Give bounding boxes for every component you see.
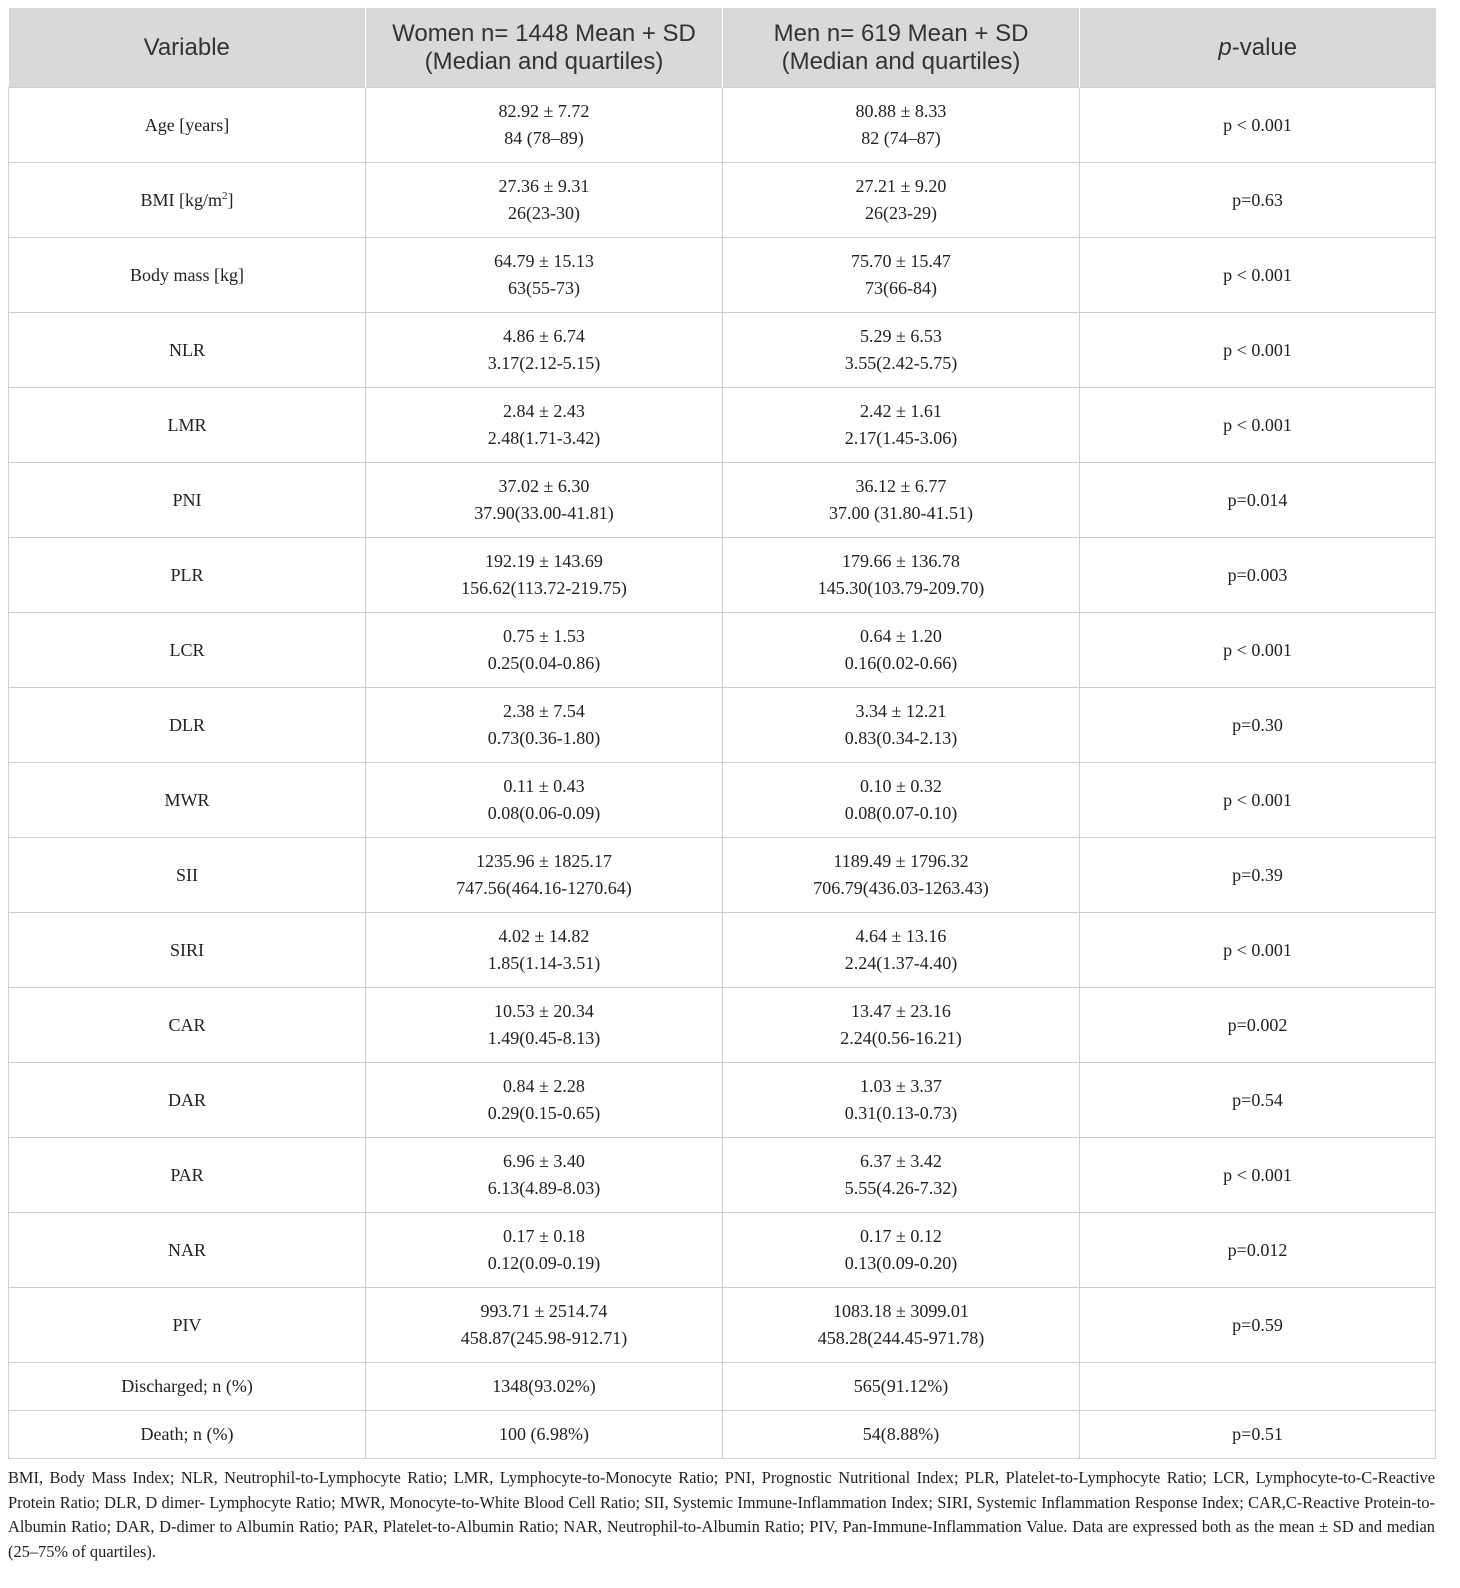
men-mean-sd: 1083.18 ± 3099.01 xyxy=(833,1301,969,1321)
men-median-quartiles: 3.55(2.42-5.75) xyxy=(844,353,958,373)
header-men-line2: (Median and quartiles) xyxy=(781,47,1021,75)
table-header xyxy=(9,8,1436,88)
cell-variable xyxy=(9,1213,366,1288)
header-p-label: -value xyxy=(1231,33,1298,61)
variable-label: PNI xyxy=(172,489,202,510)
cell-variable xyxy=(9,1288,366,1363)
women-median-quartiles: 458.87(245.98-912.71) xyxy=(460,1328,628,1348)
variable-label: MWR xyxy=(164,789,210,810)
cell-p-value xyxy=(1080,1138,1436,1213)
cell-women xyxy=(366,1411,723,1459)
cell-women-text: 1348(93.02%) xyxy=(492,1376,596,1396)
cell-p-value xyxy=(1080,688,1436,763)
p-value: p=0.39 xyxy=(1232,864,1283,885)
cell-men xyxy=(723,1411,1080,1459)
header-women-line2: (Median and quartiles) xyxy=(424,47,664,75)
cell-women xyxy=(366,988,723,1063)
table-row xyxy=(9,988,1436,1063)
women-mean-sd: 192.19 ± 143.69 xyxy=(485,551,603,571)
p-value: p=0.63 xyxy=(1232,189,1283,210)
women-mean-sd: 6.96 ± 3.40 xyxy=(503,1151,585,1171)
cell-variable xyxy=(9,913,366,988)
cell-men xyxy=(723,838,1080,913)
men-median-quartiles: 0.13(0.09-0.20) xyxy=(844,1253,958,1273)
women-mean-sd: 37.02 ± 6.30 xyxy=(498,476,590,496)
cell-women xyxy=(366,688,723,763)
men-mean-sd: 5.29 ± 6.53 xyxy=(860,326,942,346)
men-mean-sd: 0.10 ± 0.32 xyxy=(860,776,942,796)
cell-variable xyxy=(9,538,366,613)
women-median-quartiles: 63(55-73) xyxy=(508,278,580,298)
cell-women xyxy=(366,313,723,388)
cell-variable xyxy=(9,313,366,388)
men-mean-sd: 13.47 ± 23.16 xyxy=(851,1001,951,1021)
women-mean-sd: 64.79 ± 15.13 xyxy=(494,251,594,271)
header-women xyxy=(366,8,723,88)
table-row xyxy=(9,388,1436,463)
cell-p-value xyxy=(1080,1063,1436,1138)
table-container xyxy=(8,8,1435,1564)
men-median-quartiles: 82 (74–87) xyxy=(861,128,941,148)
variable-label: NAR xyxy=(167,1239,206,1260)
table-footnote: BMI, Body Mass Index; NLR, Neutrophil-to-Lymphocyte Ratio; LMR, Lymphocyte-to-Monocyte Ratio; PNI, Prognostic Nutritional Index; PLR, Platelet-to-Lymphocyte Ratio; LCR, Lymphocyte-to-C-Reactive Protein Ratio; DLR, D dimer- Lymphocyte Ratio; MWR, Monocyte-to-White Blood Cell Ratio; SII, Systemic Immune-Inflammation Index; SIRI, Systemic Inflammation Response Index; CAR,C-Reactive Protein-to-Albumin Ratio; DAR, D-dimer to Albumin Ratio; PAR, Platelet-to-Albumin Ratio; NAR, Neutrophil-to-Albumin Ratio; PIV, Pan-Immune-Inflammation Value. Data are expressed both as the mean ± SD and median (25–75% of quartiles). xyxy=(8,1468,1435,1561)
table-row xyxy=(9,763,1436,838)
cell-women xyxy=(366,1063,723,1138)
cell-women xyxy=(366,238,723,313)
cell-p-value xyxy=(1080,313,1436,388)
cell-men xyxy=(723,988,1080,1063)
table-row xyxy=(9,613,1436,688)
women-mean-sd: 4.86 ± 6.74 xyxy=(503,326,585,346)
table-row xyxy=(9,688,1436,763)
cell-men xyxy=(723,1363,1080,1411)
cell-women xyxy=(366,388,723,463)
cell-women xyxy=(366,1138,723,1213)
cell-variable xyxy=(9,1363,366,1411)
cell-women-text: 100 (6.98%) xyxy=(499,1424,589,1444)
cell-p-value-text: p=0.51 xyxy=(1232,1424,1283,1444)
p-value: p < 0.001 xyxy=(1223,264,1292,285)
cell-men xyxy=(723,463,1080,538)
table-row xyxy=(9,238,1436,313)
cell-men xyxy=(723,613,1080,688)
variable-label: PIV xyxy=(172,1314,202,1335)
women-median-quartiles: 3.17(2.12-5.15) xyxy=(487,353,601,373)
header-men xyxy=(723,8,1080,88)
men-mean-sd: 179.66 ± 136.78 xyxy=(842,551,960,571)
women-median-quartiles: 84 (78–89) xyxy=(504,128,584,148)
women-median-quartiles: 2.48(1.71-3.42) xyxy=(487,428,601,448)
men-median-quartiles: 5.55(4.26-7.32) xyxy=(844,1178,958,1198)
table-row xyxy=(9,1063,1436,1138)
p-value: p < 0.001 xyxy=(1223,939,1292,960)
variable-label: SII xyxy=(176,864,198,885)
cell-variable xyxy=(9,1411,366,1459)
cell-variable xyxy=(9,163,366,238)
men-mean-sd: 6.37 ± 3.42 xyxy=(860,1151,942,1171)
men-median-quartiles: 2.17(1.45-3.06) xyxy=(844,428,958,448)
men-median-quartiles: 0.31(0.13-0.73) xyxy=(844,1103,958,1123)
women-mean-sd: 0.75 ± 1.53 xyxy=(503,626,585,646)
cell-men xyxy=(723,763,1080,838)
cell-men xyxy=(723,1138,1080,1213)
cell-variable xyxy=(9,838,366,913)
cell-p-value xyxy=(1080,1213,1436,1288)
cell-variable xyxy=(9,613,366,688)
p-value: p=0.30 xyxy=(1232,714,1283,735)
variable-label: NLR xyxy=(169,339,205,360)
header-p-italic: p xyxy=(1218,33,1232,61)
men-median-quartiles: 2.24(0.56-16.21) xyxy=(840,1028,962,1048)
table-row xyxy=(9,1213,1436,1288)
p-value: p < 0.001 xyxy=(1223,1164,1292,1185)
variable-label-end: ] xyxy=(227,189,234,210)
table-row xyxy=(9,538,1436,613)
summary-row xyxy=(9,1363,1436,1411)
header-variable xyxy=(9,8,366,88)
cell-women xyxy=(366,1288,723,1363)
data-table xyxy=(8,8,1436,1459)
cell-variable xyxy=(9,988,366,1063)
cell-women xyxy=(366,613,723,688)
men-mean-sd: 3.34 ± 12.21 xyxy=(855,701,947,721)
cell-men xyxy=(723,688,1080,763)
table-row xyxy=(9,838,1436,913)
men-mean-sd: 75.70 ± 15.47 xyxy=(851,251,951,271)
cell-women xyxy=(366,463,723,538)
cell-p-value xyxy=(1080,1288,1436,1363)
table-body xyxy=(9,88,1436,1459)
men-median-quartiles: 458.28(244.45-971.78) xyxy=(817,1328,985,1348)
cell-variable xyxy=(9,88,366,163)
table-row xyxy=(9,313,1436,388)
women-mean-sd: 2.84 ± 2.43 xyxy=(503,401,585,421)
cell-variable-text: Discharged; n (%) xyxy=(121,1376,253,1396)
men-mean-sd: 0.17 ± 0.12 xyxy=(860,1226,942,1246)
cell-p-value xyxy=(1080,538,1436,613)
men-mean-sd: 0.64 ± 1.20 xyxy=(860,626,942,646)
women-median-quartiles: 0.08(0.06-0.09) xyxy=(487,803,601,823)
cell-p-value xyxy=(1080,238,1436,313)
p-value: p=0.012 xyxy=(1227,1239,1288,1260)
women-median-quartiles: 0.12(0.09-0.19) xyxy=(487,1253,601,1273)
variable-label: Age [years] xyxy=(144,114,230,135)
cell-men xyxy=(723,163,1080,238)
p-value: p=0.014 xyxy=(1227,489,1288,510)
women-median-quartiles: 747.56(464.16-1270.64) xyxy=(456,878,632,898)
cell-men xyxy=(723,1288,1080,1363)
women-mean-sd: 4.02 ± 14.82 xyxy=(498,926,590,946)
cell-variable-text: Death; n (%) xyxy=(140,1424,234,1444)
men-mean-sd: 80.88 ± 8.33 xyxy=(855,101,947,121)
cell-p-value xyxy=(1080,1411,1436,1459)
women-mean-sd: 27.36 ± 9.31 xyxy=(498,176,590,196)
cell-p-value xyxy=(1080,838,1436,913)
women-median-quartiles: 37.90(33.00-41.81) xyxy=(474,503,614,523)
women-median-quartiles: 26(23-30) xyxy=(508,203,580,223)
women-median-quartiles: 0.29(0.15-0.65) xyxy=(487,1103,601,1123)
cell-women xyxy=(366,1363,723,1411)
men-median-quartiles: 37.00 (31.80-41.51) xyxy=(829,503,973,523)
variable-label: PAR xyxy=(170,1164,204,1185)
men-median-quartiles: 73(66-84) xyxy=(865,278,937,298)
cell-women xyxy=(366,88,723,163)
men-mean-sd: 4.64 ± 13.16 xyxy=(855,926,947,946)
variable-superscript: 2 xyxy=(222,189,228,202)
cell-p-value xyxy=(1080,988,1436,1063)
cell-men xyxy=(723,538,1080,613)
men-mean-sd: 2.42 ± 1.61 xyxy=(860,401,942,421)
header-men-line1: Men n= 619 Mean + SD xyxy=(773,19,1029,47)
table-row xyxy=(9,1288,1436,1363)
women-mean-sd: 82.92 ± 7.72 xyxy=(498,101,590,121)
men-median-quartiles: 145.30(103.79-209.70) xyxy=(817,578,985,598)
variable-label: BMI [kg/m xyxy=(140,189,222,210)
cell-men xyxy=(723,88,1080,163)
p-value: p=0.54 xyxy=(1232,1089,1283,1110)
variable-label: LCR xyxy=(169,639,205,660)
variable-label: CAR xyxy=(168,1014,206,1035)
women-median-quartiles: 1.49(0.45-8.13) xyxy=(487,1028,601,1048)
cell-variable xyxy=(9,688,366,763)
cell-men xyxy=(723,238,1080,313)
men-mean-sd: 27.21 ± 9.20 xyxy=(855,176,947,196)
table-row xyxy=(9,163,1436,238)
women-median-quartiles: 0.73(0.36-1.80) xyxy=(487,728,601,748)
cell-women xyxy=(366,913,723,988)
p-value: p=0.003 xyxy=(1227,564,1288,585)
p-value: p=0.59 xyxy=(1232,1314,1283,1335)
cell-p-value xyxy=(1080,913,1436,988)
cell-p-value xyxy=(1080,388,1436,463)
header-variable-label: Variable xyxy=(143,33,230,61)
women-mean-sd: 0.84 ± 2.28 xyxy=(503,1076,585,1096)
men-median-quartiles: 706.79(436.03-1263.43) xyxy=(813,878,989,898)
men-median-quartiles: 26(23-29) xyxy=(865,203,937,223)
variable-label: SIRI xyxy=(169,939,204,960)
p-value: p < 0.001 xyxy=(1223,414,1292,435)
cell-p-value xyxy=(1080,1363,1436,1411)
cell-p-value xyxy=(1080,463,1436,538)
cell-p-value xyxy=(1080,88,1436,163)
cell-men xyxy=(723,313,1080,388)
women-mean-sd: 2.38 ± 7.54 xyxy=(503,701,585,721)
variable-label: DLR xyxy=(169,714,205,735)
p-value: p < 0.001 xyxy=(1223,114,1292,135)
p-value: p=0.002 xyxy=(1227,1014,1288,1035)
women-mean-sd: 0.17 ± 0.18 xyxy=(503,1226,585,1246)
women-median-quartiles: 0.25(0.04-0.86) xyxy=(487,653,601,673)
variable-label: Body mass [kg] xyxy=(130,264,244,285)
header-p-value xyxy=(1080,8,1436,88)
cell-women xyxy=(366,763,723,838)
men-mean-sd: 36.12 ± 6.77 xyxy=(855,476,947,496)
cell-p-value xyxy=(1080,613,1436,688)
table-row xyxy=(9,913,1436,988)
cell-variable xyxy=(9,388,366,463)
cell-men xyxy=(723,388,1080,463)
cell-men-text: 54(8.88%) xyxy=(862,1424,940,1444)
men-mean-sd: 1.03 ± 3.37 xyxy=(860,1076,942,1096)
cell-women xyxy=(366,163,723,238)
cell-men-text: 565(91.12%) xyxy=(853,1376,949,1396)
table-row xyxy=(9,1138,1436,1213)
cell-p-value xyxy=(1080,163,1436,238)
women-mean-sd: 993.71 ± 2514.74 xyxy=(480,1301,608,1321)
women-median-quartiles: 1.85(1.14-3.51) xyxy=(487,953,601,973)
table-row xyxy=(9,463,1436,538)
p-value: p < 0.001 xyxy=(1223,789,1292,810)
cell-variable xyxy=(9,463,366,538)
cell-variable xyxy=(9,1138,366,1213)
p-value: p < 0.001 xyxy=(1223,339,1292,360)
variable-label: LMR xyxy=(167,414,207,435)
header-row xyxy=(9,8,1436,88)
men-mean-sd: 1189.49 ± 1796.32 xyxy=(833,851,969,871)
variable-label: PLR xyxy=(170,564,204,585)
cell-variable xyxy=(9,763,366,838)
cell-variable xyxy=(9,1063,366,1138)
women-median-quartiles: 6.13(4.89-8.03) xyxy=(487,1178,601,1198)
header-women-line1: Women n= 1448 Mean + SD xyxy=(392,19,696,47)
cell-women xyxy=(366,1213,723,1288)
cell-p-value xyxy=(1080,763,1436,838)
cell-men xyxy=(723,913,1080,988)
men-median-quartiles: 0.83(0.34-2.13) xyxy=(844,728,958,748)
variable-label: DAR xyxy=(167,1089,206,1110)
cell-women xyxy=(366,538,723,613)
women-mean-sd: 0.11 ± 0.43 xyxy=(503,776,585,796)
cell-women xyxy=(366,838,723,913)
women-mean-sd: 10.53 ± 20.34 xyxy=(494,1001,594,1021)
men-median-quartiles: 2.24(1.37-4.40) xyxy=(844,953,958,973)
cell-men xyxy=(723,1063,1080,1138)
women-median-quartiles: 156.62(113.72-219.75) xyxy=(461,578,627,598)
men-median-quartiles: 0.16(0.02-0.66) xyxy=(844,653,958,673)
summary-row xyxy=(9,1411,1436,1459)
cell-men xyxy=(723,1213,1080,1288)
cell-variable xyxy=(9,238,366,313)
women-mean-sd: 1235.96 ± 1825.17 xyxy=(476,851,612,871)
table-row xyxy=(9,88,1436,163)
men-median-quartiles: 0.08(0.07-0.10) xyxy=(844,803,958,823)
p-value: p < 0.001 xyxy=(1223,639,1292,660)
